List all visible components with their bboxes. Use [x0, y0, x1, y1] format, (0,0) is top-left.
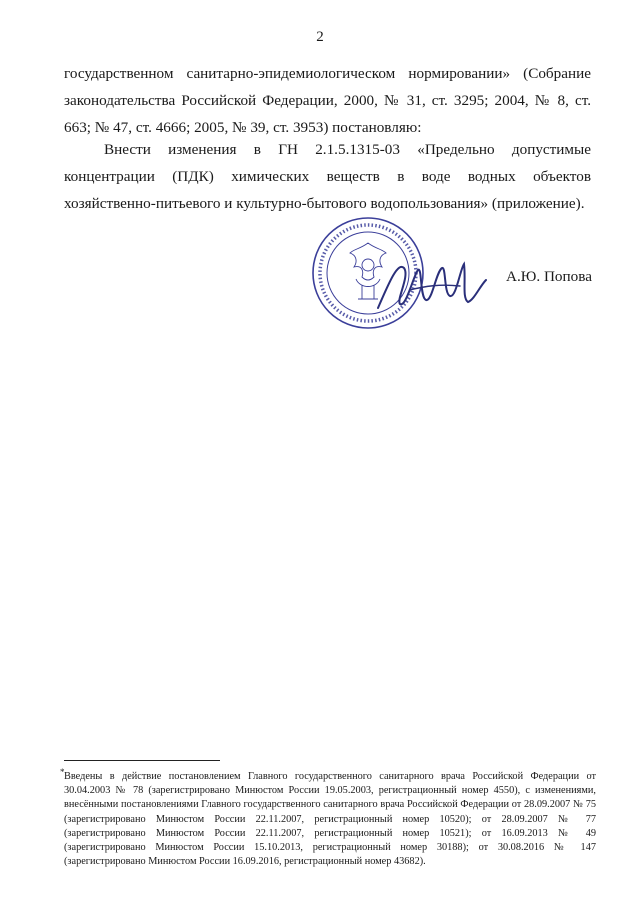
- page-number: 2: [316, 29, 324, 45]
- signer-name: А.Ю. Попова: [506, 268, 592, 285]
- footnote: [60, 767, 596, 869]
- paragraph-resolution: Внести изменения в ГН 2.1.5.1315-03 «Предельно допустимые концентрации (ПДК) химических веществ в воде водных объектов хозяйственно-питьевого и культурно-бытового водопользования» (приложение).: [64, 141, 591, 212]
- paragraph-legal-basis: государственном санитарно-эпидемиологическом нормировании» (Собрание законодательства Российской Федерации, 2000, № 31, ст. 3295; 2004, № 8, ст. 663; № 47, ст. 4666; 2005, № 39, ст. 3953) постановляю:: [64, 65, 591, 136]
- signature-block: [300, 215, 610, 345]
- handwritten-signature-icon: [370, 250, 490, 320]
- footnote-marker: *: [60, 767, 65, 777]
- footnote-divider: [64, 760, 220, 761]
- footnote-text: Введены в действие постановлением Главного государственного санитарного врача Российской Федерации от 30.04.2003 № 78 (зарегистрировано Минюстом России 19.05.2003, регистрационный номер 4550), с изменениями, внесёнными постановлениями Главного государственного санитарного врача Российской Федерации от 28.09.2007 № 75 (зарегистрировано Минюстом России 22.11.2007, регистрационный номер 10520); от 28.09.2007 № 77 (зарегистрировано Минюстом России 22.11.2007, регистрационный номер 10521); от 16.09.2013 № 49 (зарегистрировано Минюстом России 15.10.2013, регистрационный номер 30188); от 30.08.2016 № 147 (зарегистрировано Минюстом России 16.09.2016, регистрационный номер 43682).: [64, 771, 596, 868]
